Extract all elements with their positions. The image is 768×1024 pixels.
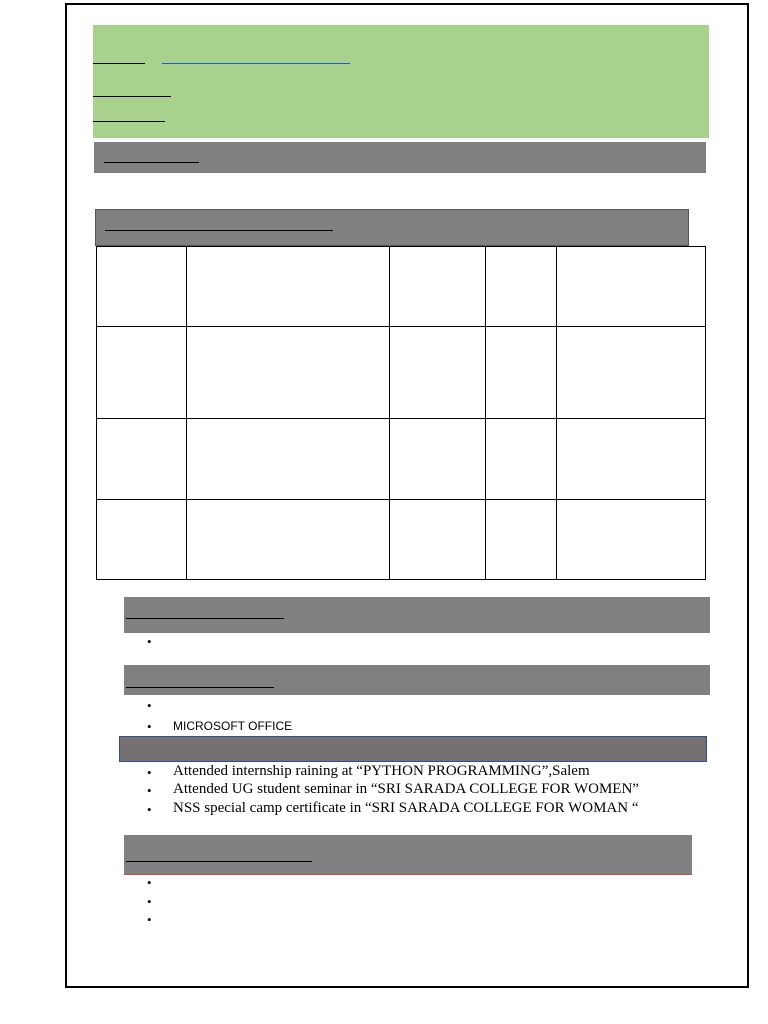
section-heading-underline xyxy=(126,618,284,619)
table-row-divider xyxy=(97,418,705,419)
table-row-divider xyxy=(97,499,705,500)
section-heading-underline xyxy=(126,861,312,862)
table-row-divider xyxy=(97,326,705,327)
bullet: • xyxy=(147,875,152,890)
education-heading-underline xyxy=(105,230,333,231)
education-table xyxy=(96,246,706,580)
table-column-divider xyxy=(485,247,486,579)
achievement-item: Attended internship raining at “PYTHON PROGRAMMING”,Salem xyxy=(173,763,590,779)
achievements-section-bar xyxy=(119,736,707,762)
achievement-item: Attended UG student seminar in “SRI SARADA COLLEGE FOR WOMEN” xyxy=(173,781,639,797)
objective-section-bar xyxy=(94,142,706,173)
bullet: • xyxy=(147,912,152,927)
section-rule xyxy=(124,874,692,875)
resume-header xyxy=(93,25,709,138)
table-column-divider xyxy=(186,247,187,579)
bullet: • xyxy=(147,802,152,817)
objective-heading-underline xyxy=(104,162,199,163)
skills-heading-underline xyxy=(126,687,274,688)
table-column-divider xyxy=(389,247,390,579)
bullet: • xyxy=(147,765,152,780)
table-column-divider xyxy=(556,247,557,579)
header-line-underline xyxy=(93,96,171,97)
bullet: • xyxy=(147,783,152,798)
education-section-bar xyxy=(95,209,689,246)
section-bar-projects xyxy=(124,597,710,633)
achievement-item: NSS special camp certificate in “SRI SARADA COLLEGE FOR WOMAN “ xyxy=(173,800,639,816)
bullet: • xyxy=(147,698,152,713)
header-line-underline xyxy=(93,121,165,122)
bullet: • xyxy=(147,719,152,734)
bullet: • xyxy=(147,894,152,909)
skills-section-bar xyxy=(124,665,710,695)
skill-item: MICROSOFT OFFICE xyxy=(173,719,293,733)
section-bar-personal xyxy=(124,835,692,874)
name-label-underline xyxy=(93,63,145,64)
bullet: • xyxy=(147,634,152,649)
email-link-underline[interactable] xyxy=(162,63,350,64)
